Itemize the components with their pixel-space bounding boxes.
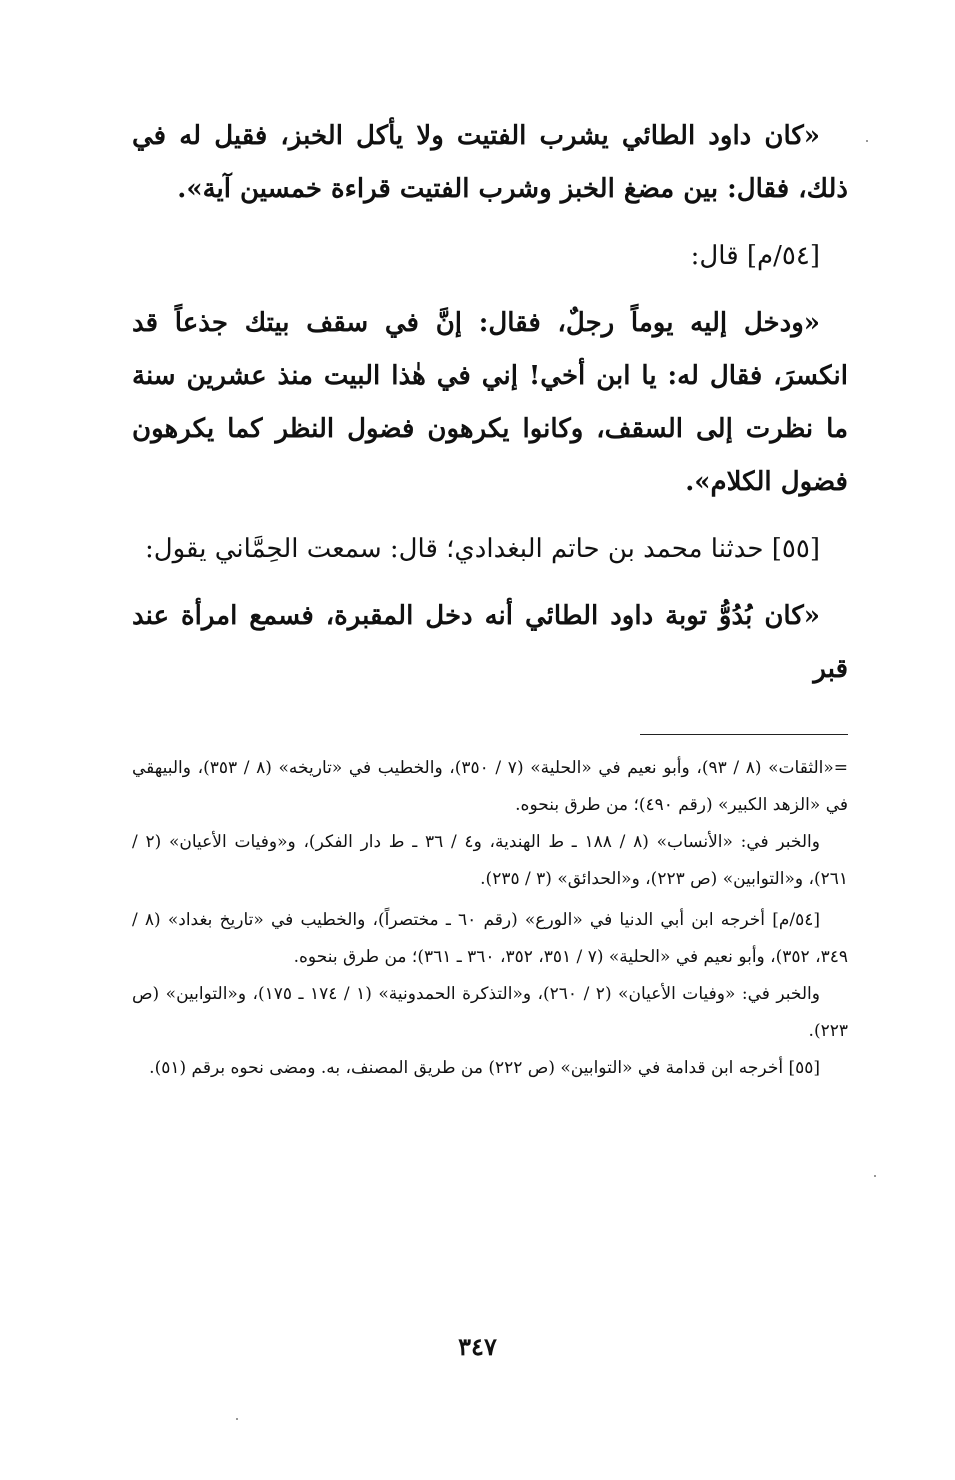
- paragraph-quote-repentance: «كان بُدُوُّ توبة داود الطائي أنه دخل المقبرة، فسمع امرأة عند قبر: [132, 601, 848, 684]
- footnotes-block: [132, 750, 848, 1087]
- paragraph-quote-roof: «ودخل إليه يوماً رجلٌ، فقال: إنَّ في سقف بيتك جذعاً قد انكسرَ، فقال له: يا ابن أخي! إني في هٰذا البيت منذ عشرين سنة ما نظرت إلى السقف، وكانوا يكرهون فضول النظر كما يكرهون فضول الكلام».: [132, 308, 848, 497]
- footnote-55: [٥٥] أخرجه ابن قدامة في «التوابين» (ص ٢٢٢) من طريق المصنف، به. ومضى نحوه برقم (٥١).: [149, 1058, 820, 1078]
- footnote-54m: [٥٤/م] أخرجه ابن أبي الدنيا في «الورع» (رقم ٦٠ ـ مختصراً)، والخطيب في «تاريخ بغداد» (٨ / ٣٤٩، ٣٥٢)، وأبو نعيم في «الحلية» (٧ / ٣٥١، ٣٥٢، ٣٦٠ ـ ٣٦١)؛ من طرق بنحوه.: [132, 910, 848, 967]
- paragraph-narration-55: [٥٥] حدثنا محمد بن حاتم البغدادي؛ قال: سمعت الحِمَّاني يقول:: [144, 534, 820, 564]
- footnote-sources-1: والخبر في: «الأنساب» (٨ / ١٨٨ ـ ط الهندية، و٤ / ٣٦ ـ ط دار الفكر)، و«وفيات الأعيان» (٢ / ٢٦١)، و«التوابين» (ص ٢٢٣)، و«الحدائق» (٣ / ٢٣٥).: [132, 832, 848, 889]
- scan-speck: [866, 140, 868, 142]
- main-text-block: [132, 110, 848, 696]
- page-number: ٣٤٧: [458, 1332, 497, 1361]
- scan-speck: [236, 1418, 238, 1420]
- footnote-continuation: =«الثقات» (٨ / ٩٣)، وأبو نعيم في «الحلية» (٧ / ٣٥٠)، والخطيب في «تاريخه» (٨ / ٣٥٣)، والبيهقي في «الزهد الكبير» (رقم ٤٩٠)؛ من طرق بنحوه.: [132, 758, 848, 815]
- footnote-separator: [640, 734, 848, 735]
- scan-speck: [874, 1175, 876, 1177]
- paragraph-reference-54m: [٥٤/م] قال:: [690, 241, 820, 271]
- paragraph-quote-fatit: «كان داود الطائي يشرب الفتيت ولا يأكل الخبز، فقيل له في ذلك، فقال: بين مضغ الخبز وشرب الفتيت قراءة خمسين آية».: [132, 121, 848, 204]
- footnote-sources-2: والخبر في: «وفيات الأعيان» (٢ / ٢٦٠)، و«التذكرة الحمدونية» (١ / ١٧٤ ـ ١٧٥)، و«التوابين» (ص ٢٢٣).: [132, 984, 848, 1041]
